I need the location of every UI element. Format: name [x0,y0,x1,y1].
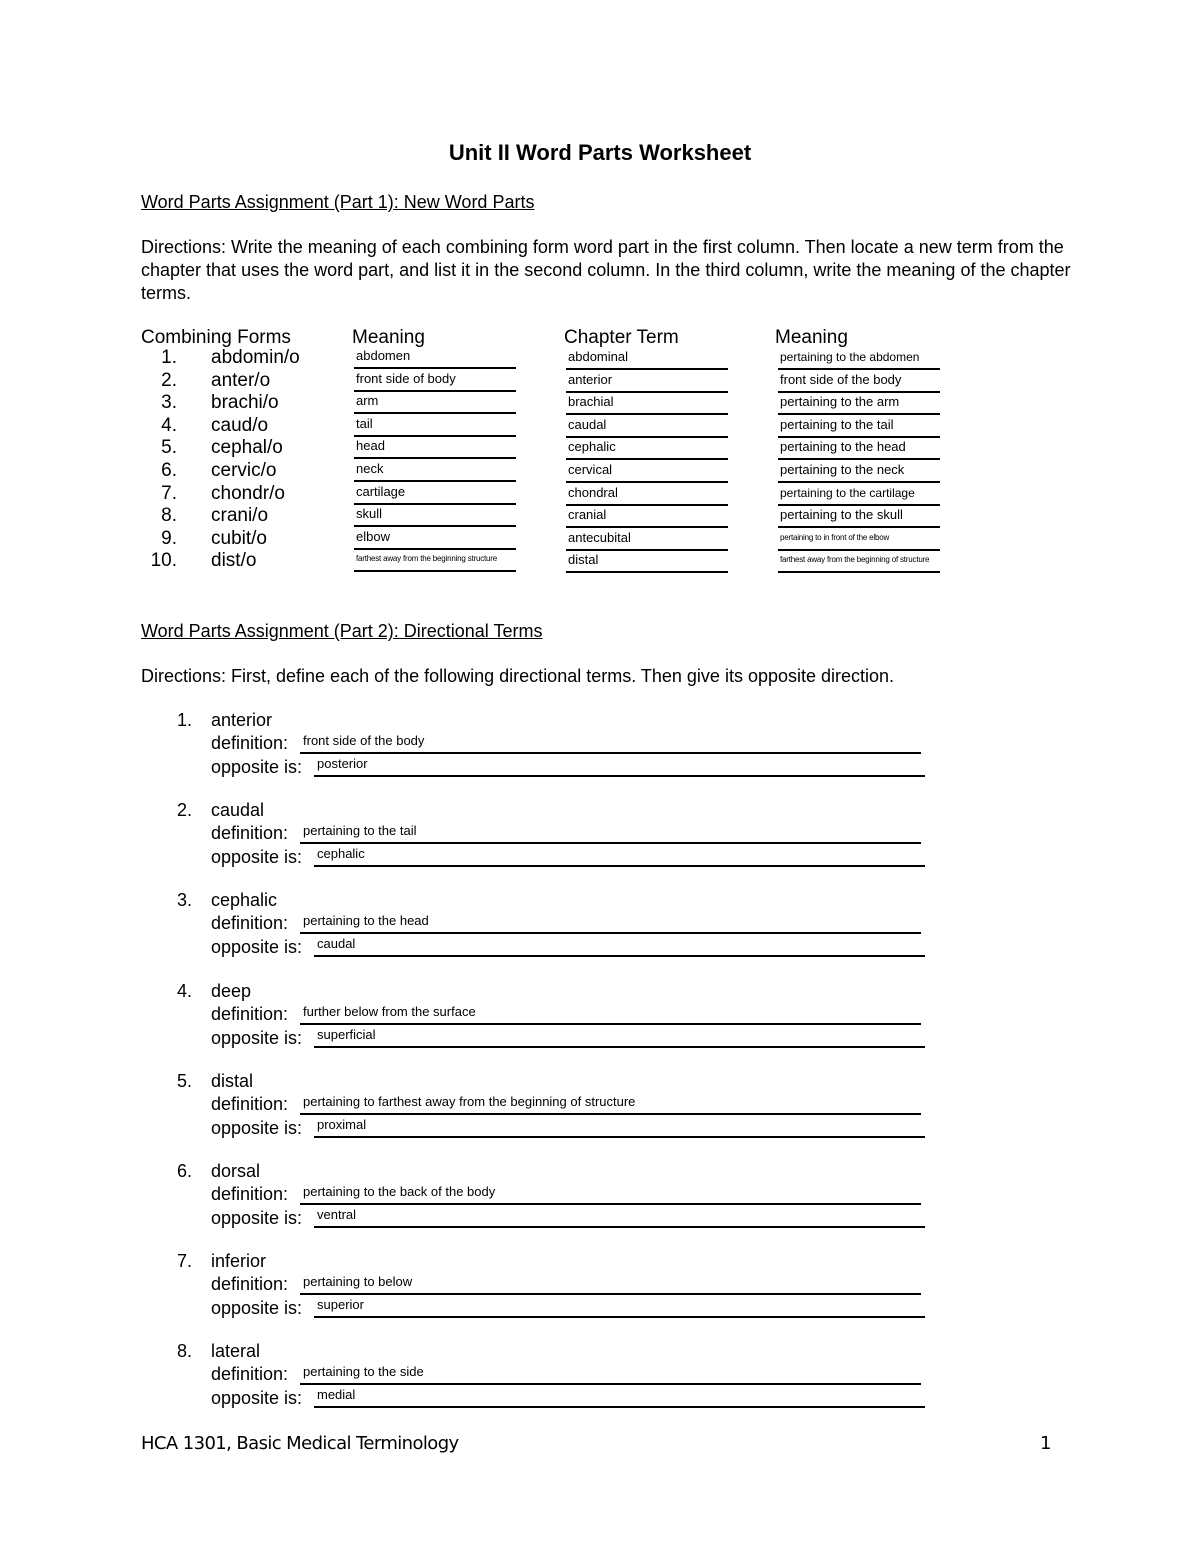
definition-field[interactable]: front side of the body [300,732,921,754]
definition-field[interactable]: further below from the surface [300,1003,921,1025]
chapter-term-field[interactable]: antecubital [566,527,728,551]
opposite-field[interactable]: ventral [314,1206,925,1228]
chapter-term-field[interactable]: chondral [566,482,728,506]
footer-course: HCA 1301, Basic Medical Terminology [141,1433,459,1454]
opposite-label: opposite is: [211,1027,303,1048]
opposite-label: opposite is: [211,847,303,868]
item-number: 2. [176,800,192,821]
meaning-field[interactable]: tail [354,413,516,437]
definition-field[interactable]: pertaining to below [300,1273,921,1295]
row-number: 4. [161,414,177,436]
term-meaning-field[interactable]: pertaining to the tail [778,414,940,438]
row-number: 5. [161,437,177,459]
meaning-field[interactable]: skull [354,503,516,527]
combining-form: crani/o [211,505,269,527]
column-header-meaning: Meaning [352,327,425,348]
meaning-field[interactable]: cartilage [354,481,516,505]
combining-form: cervic/o [211,460,277,481]
chapter-term-field[interactable]: distal [566,549,728,573]
term-meaning-field[interactable]: pertaining to in front of the elbow [778,527,940,551]
item-number: 7. [176,1251,192,1272]
part2-heading: Word Parts Assignment (Part 2): Directional Terms [141,621,543,641]
term-meaning-field[interactable]: pertaining to the neck [778,459,940,483]
item-number: 3. [176,890,192,911]
opposite-field[interactable]: proximal [314,1116,925,1138]
combining-form: caud/o [211,414,269,436]
opposite-label: opposite is: [211,1208,303,1228]
directional-term: distal [211,1070,254,1091]
column-header-chapter-term: Chapter Term [564,327,679,348]
opposite-label: opposite is: [211,757,303,777]
chapter-term-field[interactable]: anterior [566,369,728,393]
item-number: 5. [176,1070,192,1091]
combining-form: brachi/o [211,392,279,414]
term-meaning-field[interactable]: front side of the body [778,369,940,393]
definition-field[interactable]: pertaining to the side [300,1363,921,1385]
directional-term: cephalic [211,890,278,911]
combining-form: abdomin/o [211,347,300,368]
definition-label: definition: [211,823,289,844]
meaning-field[interactable]: neck [354,458,516,482]
chapter-term-field[interactable]: cephalic [566,436,728,460]
directional-term: lateral [211,1341,261,1362]
definition-field[interactable]: pertaining to the back of the body [300,1183,921,1205]
definition-label: definition: [211,913,289,934]
definition-label: definition: [211,1003,289,1024]
term-meaning-field[interactable]: pertaining to the skull [778,504,940,528]
row-number: 9. [161,527,177,549]
definition-field[interactable]: pertaining to the tail [300,822,921,844]
combining-form: dist/o [211,550,257,572]
row-number: 8. [161,505,177,527]
chapter-term-field[interactable]: abdominal [566,346,728,370]
directional-term: caudal [211,800,265,821]
definition-label: definition: [211,733,289,753]
row-number: 7. [161,482,177,504]
chapter-term-field[interactable]: cervical [566,459,728,483]
meaning-field[interactable]: abdomen [354,345,516,369]
opposite-field[interactable]: superficial [314,1026,925,1048]
combining-form: cephal/o [211,437,283,459]
directional-term: anterior [211,710,273,730]
definition-field[interactable]: pertaining to the head [300,912,921,934]
column-header-term-meaning: Meaning [775,327,848,348]
term-meaning-field[interactable]: pertaining to the head [778,436,940,460]
row-number: 2. [161,369,177,391]
opposite-field[interactable]: cephalic [314,845,925,867]
definition-label: definition: [211,1184,289,1204]
opposite-label: opposite is: [211,1298,303,1319]
opposite-label: opposite is: [211,937,303,958]
opposite-field[interactable]: posterior [314,755,925,777]
definition-label: definition: [211,1274,289,1295]
chapter-term-field[interactable]: cranial [566,504,728,528]
meaning-field[interactable]: front side of body [354,368,516,392]
part1-directions: Directions: Write the meaning of each combining form word part in the first column. Then locate a new term from the chapter that uses the word part, and list it in the second column. In the third column, write the meaning of the chapter terms. [141,237,1071,303]
combining-form: chondr/o [211,482,285,504]
chapter-term-field[interactable]: brachial [566,391,728,415]
row-number: 6. [161,460,177,481]
opposite-label: opposite is: [211,1117,303,1138]
meaning-field[interactable]: farthest away from the beginning structure [354,548,516,572]
definition-field[interactable]: pertaining to farthest away from the beginning of structure [300,1093,921,1115]
definition-label: definition: [211,1364,289,1385]
meaning-field[interactable]: arm [354,390,516,414]
item-number: 8. [176,1341,192,1362]
page-title: Unit II Word Parts Worksheet [448,140,752,165]
directional-term: dorsal [211,1161,261,1181]
combining-form: anter/o [211,369,271,391]
opposite-field[interactable]: superior [314,1296,925,1318]
opposite-field[interactable]: caudal [314,935,925,957]
item-number: 6. [176,1161,192,1181]
row-number: 1. [161,347,177,368]
meaning-field[interactable]: head [354,435,516,459]
opposite-label: opposite is: [211,1388,303,1409]
part1-heading: Word Parts Assignment (Part 1): New Word Parts [141,192,535,212]
term-meaning-field[interactable]: pertaining to the arm [778,391,940,415]
opposite-field[interactable]: medial [314,1386,925,1408]
directional-term: deep [211,980,252,1001]
definition-label: definition: [211,1093,289,1114]
column-header-combining-forms: Combining Forms [141,327,291,348]
footer-page-number: 1 [1040,1433,1052,1454]
combining-form: cubit/o [211,527,267,549]
chapter-term-field[interactable]: caudal [566,414,728,438]
term-meaning-field[interactable]: pertaining to the abdomen [778,346,940,370]
item-number: 4. [176,980,192,1001]
item-number: 1. [176,710,192,730]
row-number: 10. [150,550,177,572]
term-meaning-field[interactable]: pertaining to the cartilage [778,482,940,506]
term-meaning-field[interactable]: farthest away from the beginning of structure [778,549,940,573]
row-number: 3. [161,392,177,414]
directional-term: inferior [211,1251,267,1272]
part2-directions: Directions: First, define each of the following directional terms. Then give its opposite direction. [141,666,895,686]
meaning-field[interactable]: elbow [354,526,516,550]
